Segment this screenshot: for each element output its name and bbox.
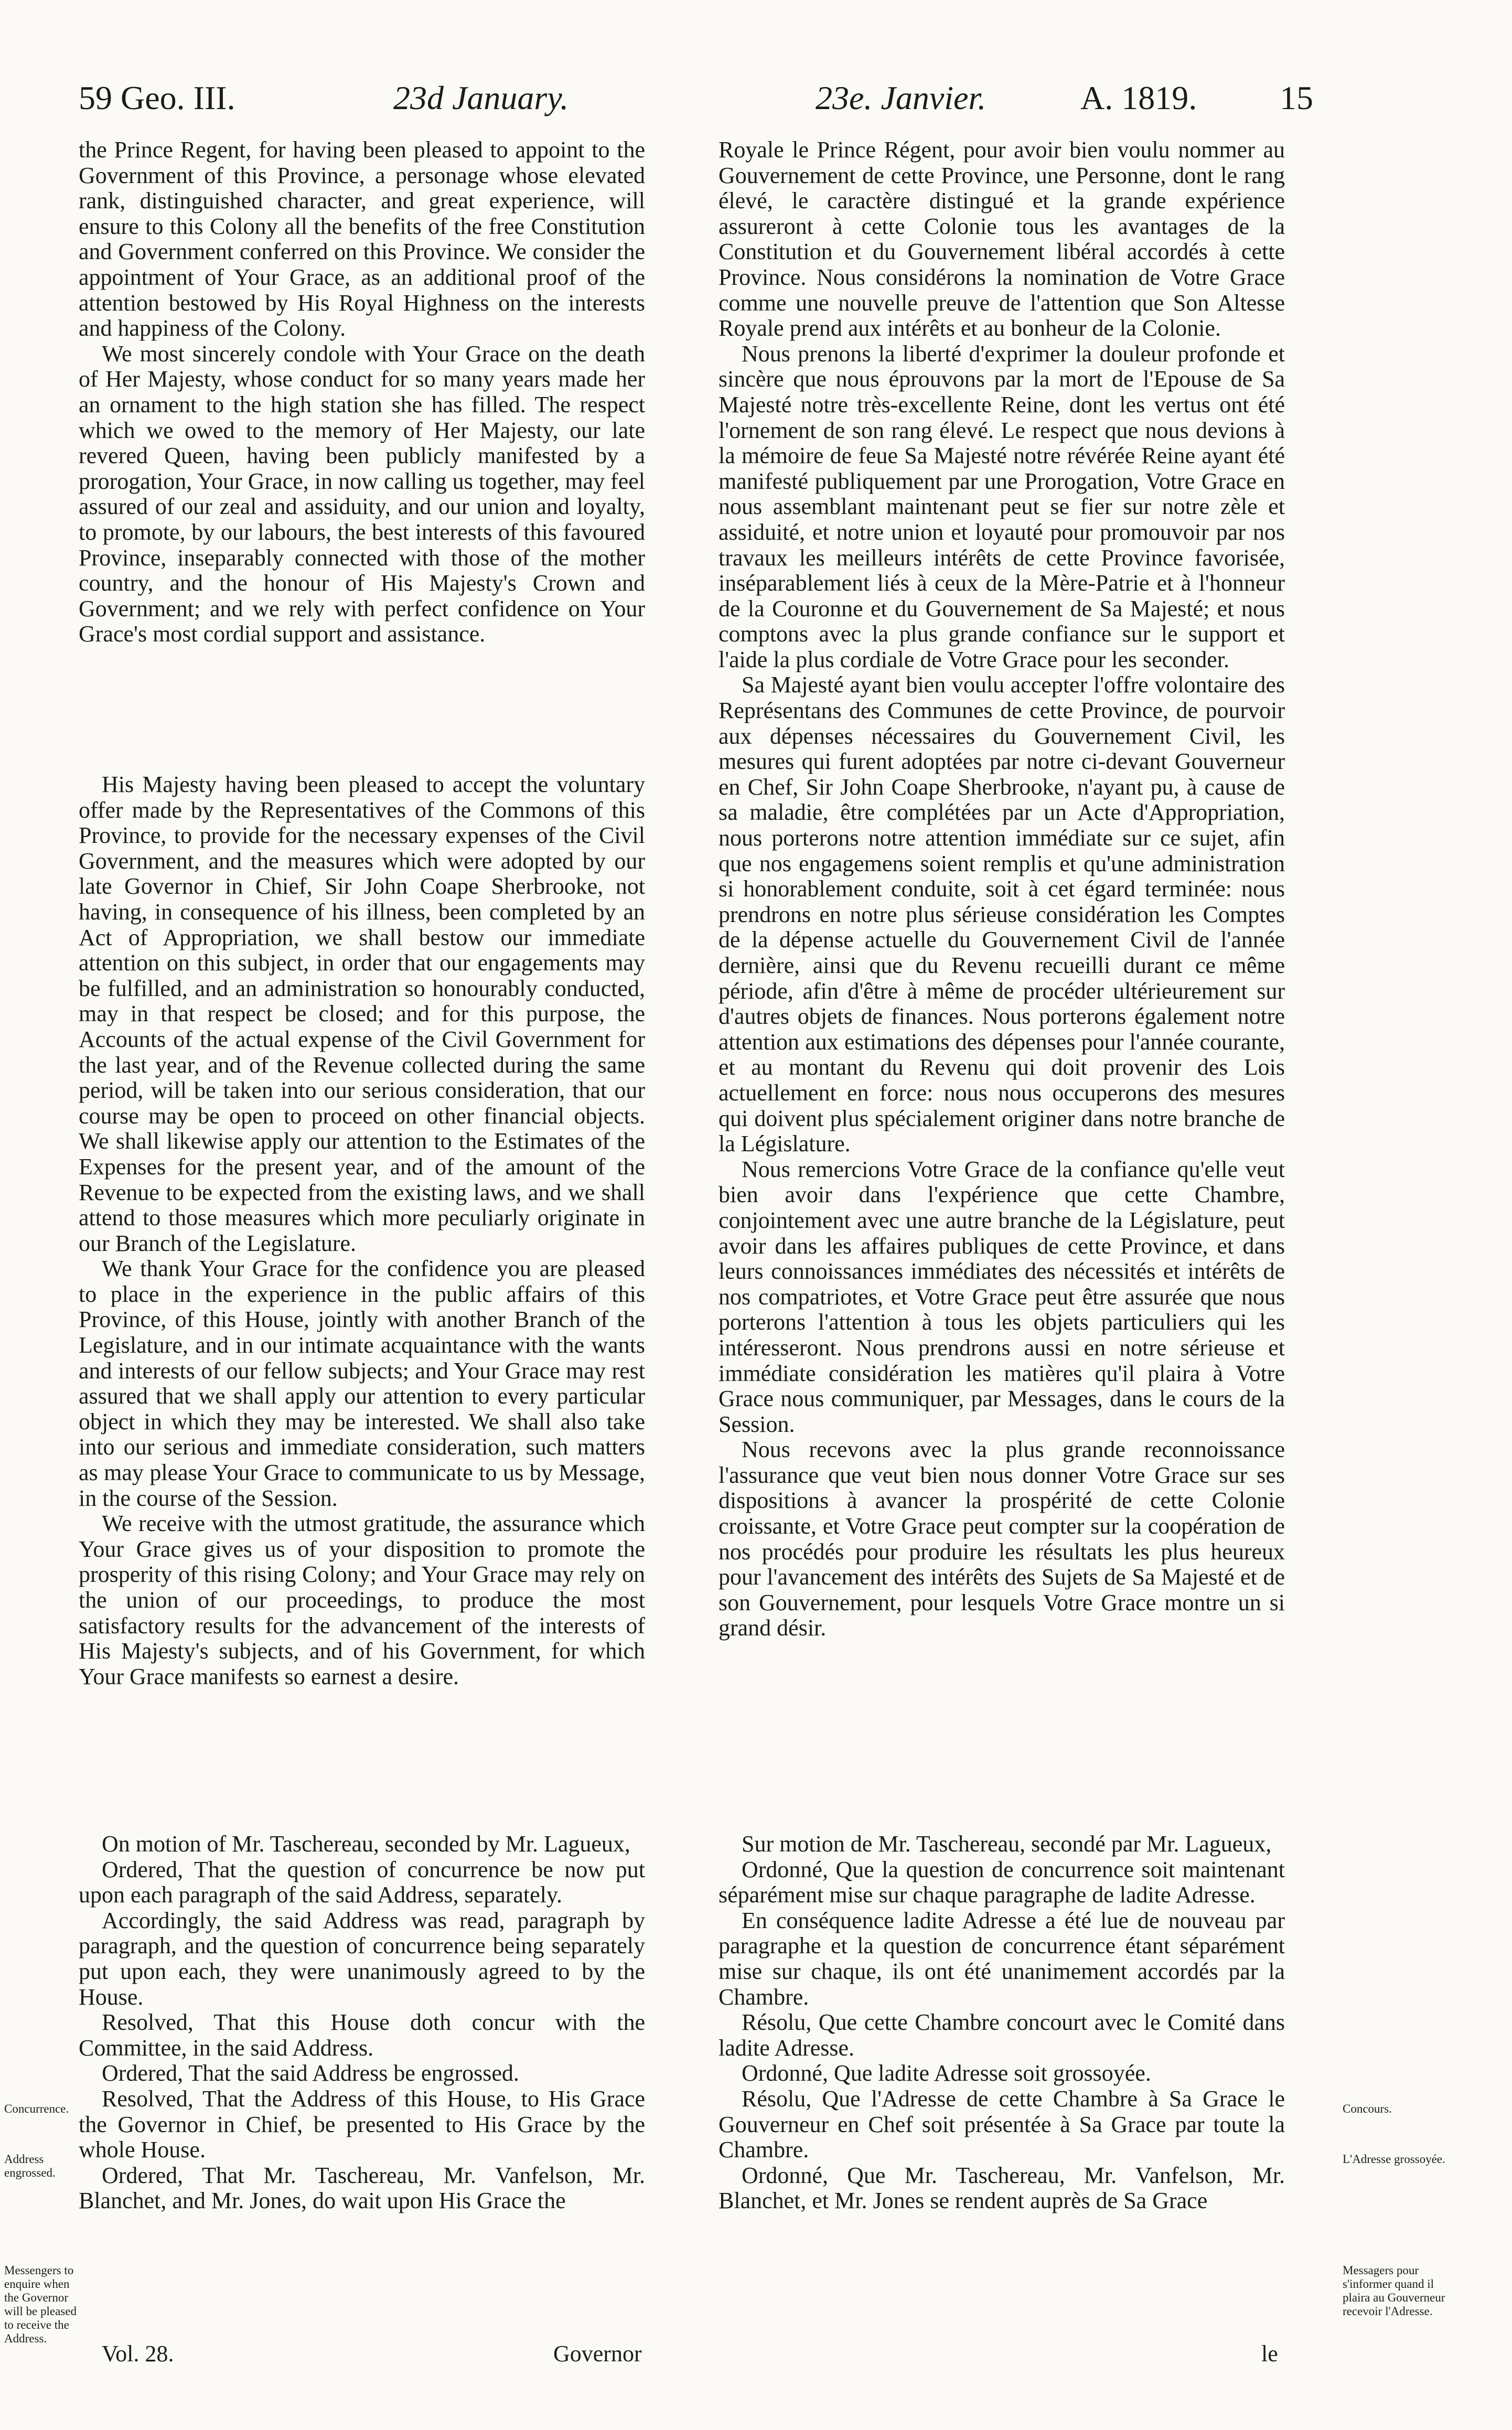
margin-note-engrossed: Address engrossed. — [4, 2153, 56, 2179]
paragraph: Nous remercions Votre Grace de la confiance qu'elle veut bien avoir dans l'expérience que cette Chambre, conjointement avec une autre branche de la Législature, peut avoir dans les affaires publiques de cette Province, et dans leurs connoissances immédiates des nécessités et intérêts de nos compatriotes, et Votre Grace peut être assurée que nous porterons l'attention à tous les objets particuliers qui les intéresseront. Nous prendrons aussi en notre sérieuse et immédiate considération les matières qu'il plaira à Votre Grace nous communiquer, par Messages, dans le cours de la Session. — [719, 1156, 1285, 1437]
paragraph: His Majesty having been pleased to accept the voluntary offer made by the Representatives of the Commons of this Province, to provide for the necessary expenses of the Civil Government, and the measures which were adopted by our late Governor in Chief, Sir John Coape Sherbrooke, not having, in consequence of his illness, been completed by an Act of Appropriation, we shall bestow our immediate attention on this subject, in order that our engagements may be fulfilled, and an administration so honourably conducted, may in that respect be closed; and for this purpose, the Accounts of the actual expense of the Civil Government for the last year, and of the Revenue collected during the same period, will be taken into our serious consideration, that our course may be open to proceed on other financial objects. We shall likewise apply our attention to the Estimates of the Expenses for the present year, and of the amount of the Revenue to be expected from the existing laws, and we shall attend to those measures which more peculiarly originate in our Branch of the Legislature. — [79, 772, 645, 1256]
motion: On motion of Mr. Taschereau, seconded by Mr. Lagueux, — [102, 1831, 630, 1857]
paragraph: We most sincerely condole with Your Grace on the death of Her Majesty, whose conduct for so many years made her an ornament to the high station she has filled. The respect which we owed to the memory of Her Majesty, our late revered Queen, having been publicly manifested by a prorogation, Your Grace, in now calling us together, may feel assured of our zeal and assiduity, and our union and loyalty, to promote, by our labours, the best interests of this favoured Province, inseparably connected with those of the mother country, and the honour of His Majesty's Crown and Government; and we rely with perfect confidence on Your Grace's most cordial support and assistance. — [79, 340, 645, 647]
paragraph: Nous prenons la liberté d'exprimer la douleur profonde et sincère que nous éprouvons par la mort de l'Epouse de Sa Majesté notre très-excellente Reine, dont les vertus ont été l'ornement de son rang élevé. Le respect que nous devions à la mémoire de feue Sa Majesté notre révérée Reine ayant été manifesté publiquement par une Prorogation, Votre Grace en nous assemblant maintenant peut se fier sur notre zèle et assiduité, et notre union et loyauté pour promouvoir par nos travaux les meilleurs intérêts de cette Province favorisée, inséparablement liés à ceux de la Mère-Patrie et à l'honneur de la Couronne et du Gouvernement de Sa Majesté; et nous comptons avec la plus grande confiance sur le support et l'aide la plus cordiale de Votre Grace pour les seconder. — [719, 340, 1285, 672]
french-address — [719, 137, 1285, 1641]
english-address-part-2 — [79, 772, 645, 1689]
footer-volume: Vol. 28. — [102, 2341, 174, 2367]
english-column — [79, 137, 645, 2340]
accordingly: Accordingly, the said Address was read, paragraph by paragraph, and the question of concurrence being separately put upon each, they were unanimously agreed to by the House. — [79, 1907, 645, 2010]
order: Ordonné, Que Mr. Taschereau, Mr. Vanfelson, Mr. Blanchet, et Mr. Jones se rendent auprès de Sa Grace — [719, 2162, 1285, 2214]
margin-note-messagers: Messagers pour s'informer quand il plaira au Gouverneur recevoir l'Adresse. — [1343, 2264, 1445, 2318]
order: Ordered, That Mr. Taschereau, Mr. Vanfelson, Mr. Blanchet, and Mr. Jones, do wait upon His Grace the — [79, 2162, 645, 2214]
resolution: Résolu, Que cette Chambre concourt avec le Comité dans ladite Adresse. — [719, 2009, 1285, 2061]
margin-note-concurrence: Concurrence. — [4, 2102, 69, 2115]
resolution: Resolved, That this House doth concur with the Committee, in the said Address. — [79, 2009, 645, 2061]
paragraph: We receive with the utmost gratitude, the assurance which Your Grace gives us of your disposition to promote the prosperity of this rising Colony; and Your Grace may rely on the union of our proceedings, to produce the most satisfactory results for the advancement of the interests of His Majesty's subjects, and of his Government, for which Your Grace manifests so earnest a desire. — [79, 1511, 645, 1689]
paragraph: Royale le Prince Régent, pour avoir bien voulu nommer au Gouvernement de cette Province, une Personne, dont le rang élevé, le caractère distingué et la grande expérience assureront à cette Colonie tous les avantages de la Constitution et du Gouvernement libéral accordés à cette Province. Nous considérons la nomination de Votre Grace comme une nouvelle preuve de l'attention que Son Altesse Royale prend aux intérêts et au bonheur de la Colonie. — [719, 137, 1285, 341]
order: Ordered, That the question of concurrence be now put upon each paragraph of the said Address, separately. — [79, 1856, 645, 1908]
header-date-fr: 23e. Janvier. — [816, 79, 986, 116]
paragraph: Nous recevons avec la plus grande reconnoissance l'assurance que veut bien nous donner Votre Grace sur ses dispositions à avancer la prospérité de cette Colonie croissante, et Votre Grace peut compter sur la coopération de nos procédés pour produire les résultats les plus heureux pour l'avancement des intérêts des Sujets de Sa Majesté et de son Gouvernement, pour lesquels Votre Grace montre un si grand désir. — [719, 1437, 1285, 1641]
paragraph: Sa Majesté ayant bien voulu accepter l'offre volontaire des Représentans des Communes de cette Province, de pourvoir aux dépenses nécessaires du Gouvernement Civil, les mesures qui furent adoptées par notre ci-devant Gouverneur en Chef, Sir John Coape Sherbrooke, n'ayant pu, à cause de sa maladie, être complétées par un Acte d'Appropriation, nous porterons notre attention immédiate sur ce sujet, afin que nos engagemens soient remplis et qu'une administration si honorablement conduite, soit à cet égard terminée: nous prendrons en notre plus sérieuse considération les Comptes de la dépense actuelle du Gouvernement Civil de l'année dernière, ainsi que du Revenu recueilli durant ce même période, afin d'être à même de procéder ultérieurement sur d'autres objets de finances. Nous porterons également notre attention aux estimations des dépenses pour l'année courante, et au montant du Revenu qui doit provenir des Lois actuellement en force: nous nous occuperons des mesures qui doivent plus spécialement originer dans notre branche de la Législature. — [719, 672, 1285, 1157]
page-header — [79, 79, 1327, 131]
header-session: 59 Geo. III. — [79, 79, 235, 116]
margin-note-grossoyee: L'Adresse grossoyée. — [1343, 2153, 1445, 2166]
resolution: Résolu, Que l'Adresse de cette Chambre à Sa Grace le Gouverneur en Chef soit présentée à Sa Grace par toute la Chambre. — [719, 2085, 1285, 2163]
motion: Sur motion de Mr. Taschereau, secondé par Mr. Lagueux, — [742, 1831, 1272, 1857]
order: Ordonné, Que ladite Adresse soit grossoyée. — [742, 2060, 1151, 2086]
order: Ordered, That the said Address be engrossed. — [102, 2060, 519, 2086]
margin-note-messengers: Messengers to enquire when the Governor will be pleased to receive the Address. — [4, 2264, 77, 2345]
footer-catchword-fr: le — [1261, 2341, 1278, 2367]
header-page-number: 15 — [1280, 79, 1313, 116]
accordingly: En conséquence ladite Adresse a été lue de nouveau par paragraphe et la question de concurrence étant séparément mise sur chaque, ils ont été unanimement accordés par la Chambre. — [719, 1907, 1285, 2010]
english-address-part-1 — [79, 137, 645, 647]
french-column — [719, 137, 1285, 2340]
paragraph: the Prince Regent, for having been pleased to appoint to the Government of this Province, a personage whose elevated rank, distinguished character, and great experience, will ensure to this Colony all the benefits of the free Constitution and Government conferred on this Province. We consider the appointment of Your Grace, as an additional proof of the attention bestowed by His Royal Highness on the interests and happiness of the Colony. — [79, 137, 645, 341]
resolution: Resolved, That the Address of this House, to His Grace the Governor in Chief, be presented to His Grace by the whole House. — [79, 2085, 645, 2163]
english-proceedings — [79, 1832, 645, 2214]
header-date-en: 23d January. — [393, 79, 569, 116]
paragraph: We thank Your Grace for the confidence you are pleased to place in the experience in the public affairs of this Province, of this House, jointly with another Branch of the Legislature, and in our intimate acquaintance with the wants and interests of our fellow subjects; and Your Grace may rest assured that we shall apply our attention to every particular object in which they may be interested. We shall also take into our serious and immediate consideration, such matters as may please Your Grace to communicate to us by Message, in the course of the Session. — [79, 1256, 645, 1511]
margin-note-concours: Concours. — [1343, 2102, 1392, 2115]
header-year: A. 1819. — [1080, 79, 1197, 116]
footer-catchword-en: Governor — [553, 2341, 642, 2367]
french-proceedings — [719, 1832, 1285, 2214]
order: Ordonné, Que la question de concurrence soit maintenant séparément mise sur chaque paragraphe de ladite Adresse. — [719, 1856, 1285, 1908]
